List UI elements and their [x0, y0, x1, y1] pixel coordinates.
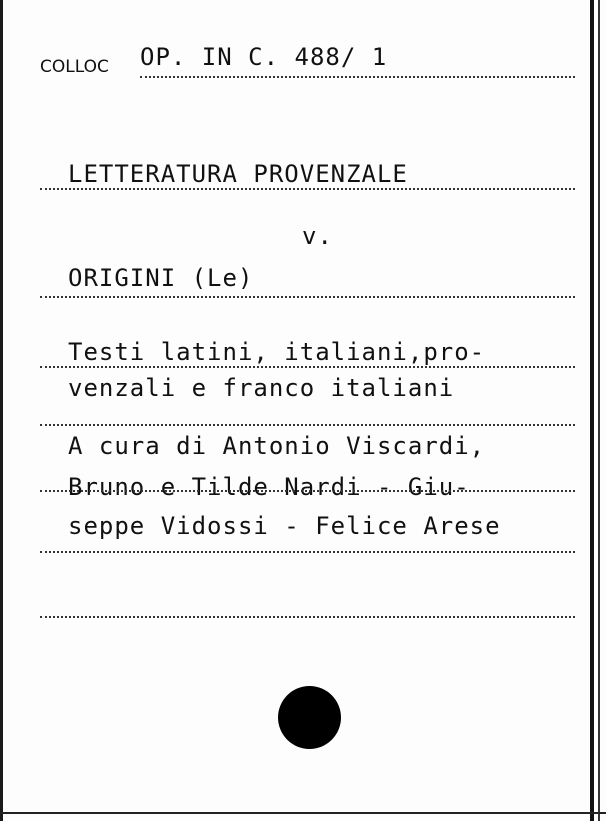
empty-dotted-line: [40, 616, 575, 618]
colloc-dotted-line: [140, 76, 575, 78]
see-reference: v.: [302, 222, 333, 250]
editors-line-1: A cura di Antonio Viscardi,: [68, 432, 486, 460]
card-right-edge: [590, 0, 594, 821]
title-line-1: Testi latini, italiani,pro-: [68, 338, 486, 366]
editors-dotted-line-2: [40, 551, 575, 553]
editors-line-2: Bruno e Tilde Nardi - Giu-: [68, 473, 470, 501]
subject-heading: LETTERATURA PROVENZALE: [68, 160, 408, 188]
cross-ref: ORIGINI (Le): [68, 264, 254, 292]
cross-ref-dotted-line: [40, 296, 575, 298]
editors-line-3: seppe Vidossi - Felice Arese: [68, 512, 501, 540]
card-right-edge-thin: [598, 0, 600, 821]
title-dotted-line-2: [40, 424, 575, 426]
title-line-2: venzali e franco italiani: [68, 374, 455, 402]
title-dotted-line-1: [40, 366, 575, 368]
card-left-edge: [0, 0, 3, 821]
punch-hole: [278, 686, 341, 749]
subject-dotted-line: [40, 188, 575, 190]
colloc-label: COLLOC: [40, 57, 109, 77]
editors-dotted-line-1: [40, 490, 575, 492]
colloc-value: OP. IN C. 488/ 1: [140, 43, 388, 71]
card-bottom-edge: [0, 812, 606, 814]
